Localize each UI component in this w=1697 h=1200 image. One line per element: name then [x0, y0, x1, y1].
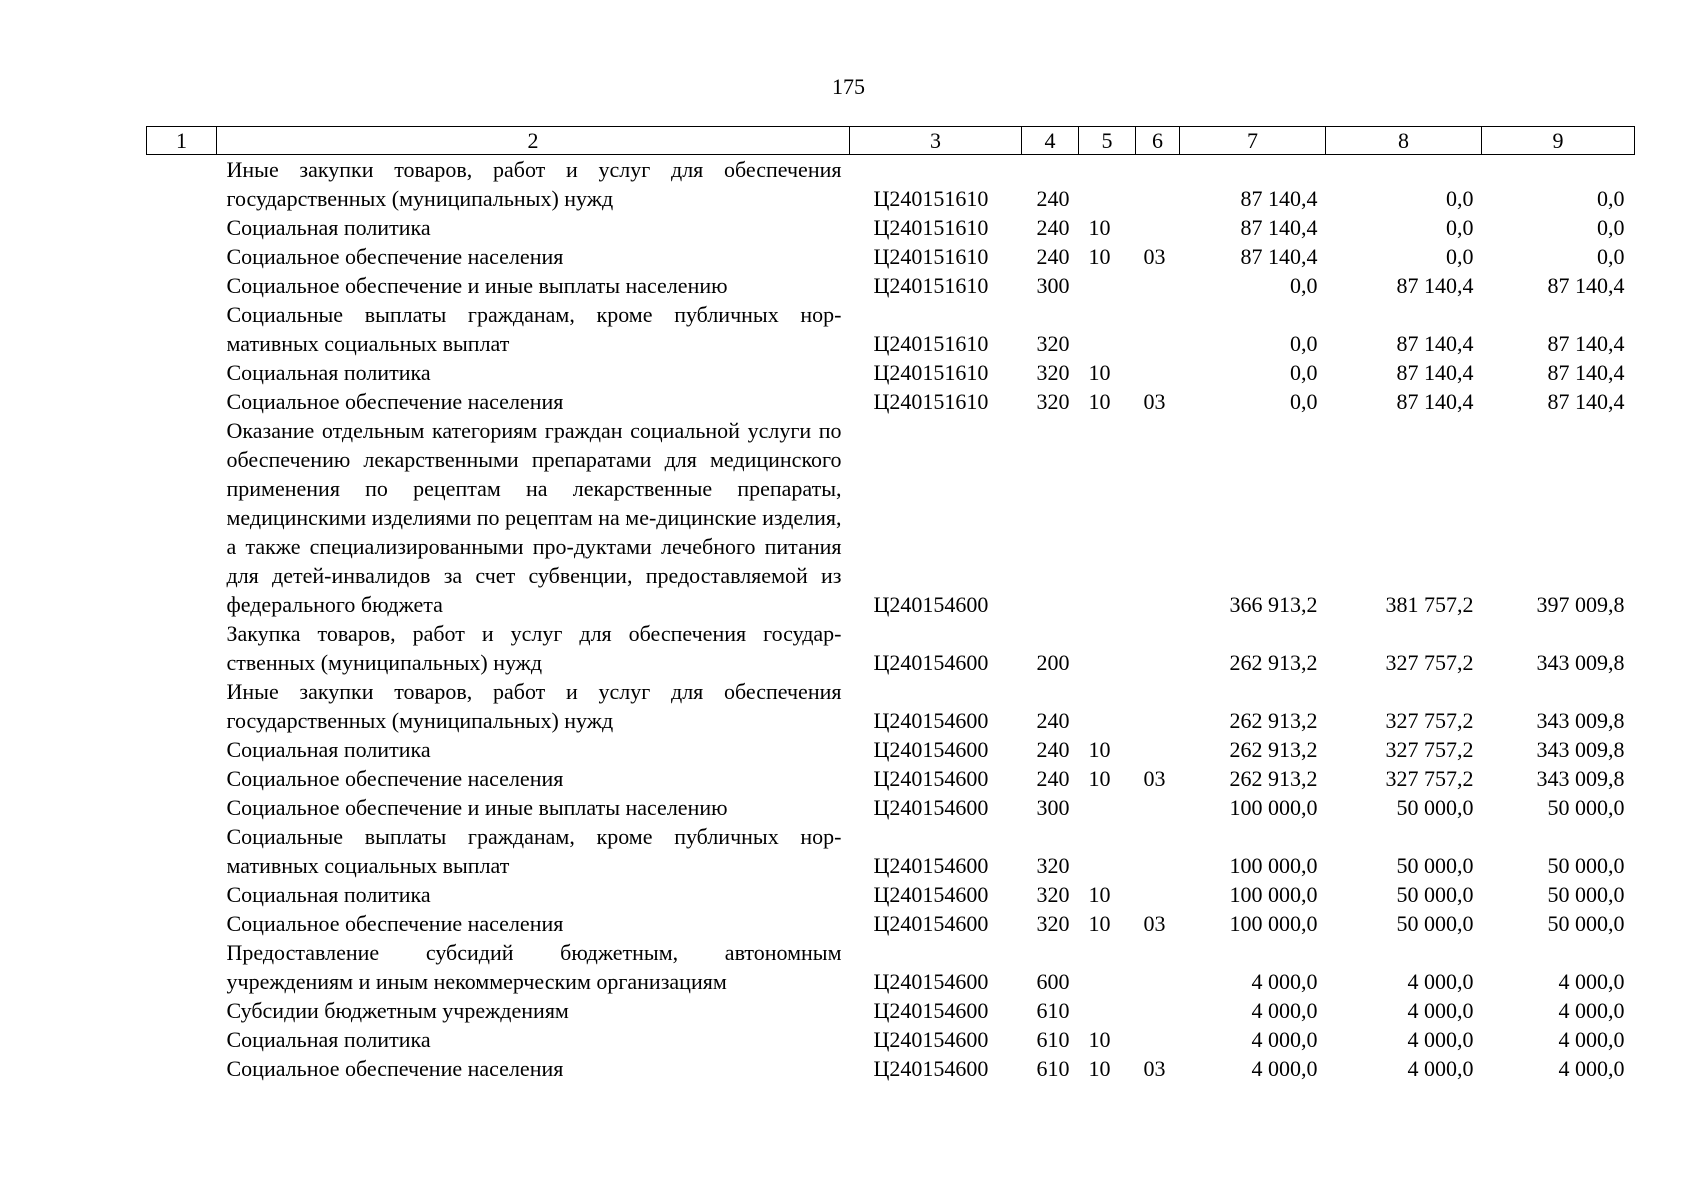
cell-number	[147, 764, 217, 793]
cell-name: Иные закупки товаров, работ и услуг для обеспечения государственных (муниципальных) нужд	[226, 679, 842, 733]
cell-target-code: Ц240151610	[873, 244, 989, 269]
cell-number	[147, 1025, 217, 1054]
cell-amount-7: 0,0	[1290, 360, 1318, 385]
cell-section: 10	[1088, 1027, 1111, 1052]
cell-expense-type: 320	[1036, 331, 1070, 356]
cell-name: Предоставление субсидий бюджетным, автономным учреждениям и иным некоммерческим организациям	[226, 940, 842, 994]
cell-section: 10	[1088, 911, 1111, 936]
cell-name: Иные закупки товаров, работ и услуг для обеспечения государственных (муниципальных) нужд	[226, 157, 842, 211]
cell-target-code: Ц240154600	[873, 795, 989, 820]
table-row	[147, 213, 1635, 242]
cell-amount-7: 366 913,2	[1229, 592, 1318, 617]
cell-name: Социальное обеспечение и иные выплаты населению	[226, 273, 728, 298]
cell-subsection: 03	[1143, 1056, 1166, 1081]
cell-number	[147, 909, 217, 938]
cell-expense-type: 240	[1036, 708, 1070, 733]
cell-amount-8: 50 000,0	[1396, 882, 1474, 907]
cell-section	[1079, 300, 1136, 358]
header-col-6: 6	[1136, 127, 1180, 155]
cell-subsection: 03	[1143, 244, 1166, 269]
cell-target-code: Ц240154600	[873, 708, 989, 733]
cell-amount-8: 327 757,2	[1385, 766, 1474, 791]
cell-expense-type: 600	[1036, 969, 1070, 994]
cell-amount-9: 87 140,4	[1547, 389, 1625, 414]
cell-amount-8: 0,0	[1446, 244, 1474, 269]
cell-target-code: Ц240154600	[873, 1056, 989, 1081]
cell-amount-8: 327 757,2	[1385, 650, 1474, 675]
cell-number	[147, 242, 217, 271]
cell-amount-8: 327 757,2	[1385, 708, 1474, 733]
cell-section: 10	[1088, 882, 1111, 907]
budget-table	[146, 126, 1635, 1083]
cell-amount-7: 0,0	[1290, 273, 1318, 298]
cell-amount-9: 397 009,8	[1536, 592, 1625, 617]
cell-subsection	[1136, 300, 1180, 358]
table-row	[147, 1054, 1635, 1083]
cell-target-code: Ц240154600	[873, 969, 989, 994]
cell-amount-7: 87 140,4	[1240, 244, 1318, 269]
cell-expense-type: 610	[1036, 998, 1070, 1023]
cell-expense-type: 300	[1036, 795, 1070, 820]
cell-amount-7: 4 000,0	[1251, 969, 1318, 994]
cell-amount-7: 100 000,0	[1229, 911, 1318, 936]
cell-subsection	[1136, 416, 1180, 619]
header-col-3: 3	[850, 127, 1022, 155]
cell-number	[147, 938, 217, 996]
cell-expense-type: 610	[1036, 1056, 1070, 1081]
cell-amount-7: 262 913,2	[1229, 650, 1318, 675]
cell-amount-9: 4 000,0	[1558, 1056, 1625, 1081]
table-row	[147, 764, 1635, 793]
cell-expense-type: 240	[1036, 737, 1070, 762]
cell-amount-7: 100 000,0	[1229, 853, 1318, 878]
cell-amount-7: 0,0	[1290, 389, 1318, 414]
cell-name: Социальное обеспечение населения	[226, 389, 564, 414]
cell-number	[147, 271, 217, 300]
cell-number	[147, 387, 217, 416]
cell-target-code: Ц240154600	[873, 1027, 989, 1052]
table-row	[147, 822, 1635, 880]
cell-target-code: Ц240154600	[873, 650, 989, 675]
cell-expense-type: 320	[1036, 911, 1070, 936]
cell-expense-type: 240	[1036, 244, 1070, 269]
cell-expense-type: 240	[1036, 215, 1070, 240]
cell-number	[147, 880, 217, 909]
cell-amount-7: 100 000,0	[1229, 882, 1318, 907]
cell-amount-7: 4 000,0	[1251, 1027, 1318, 1052]
cell-target-code: Ц240154600	[873, 882, 989, 907]
header-col-1: 1	[147, 127, 217, 155]
cell-amount-8: 381 757,2	[1385, 592, 1474, 617]
cell-amount-8: 4 000,0	[1407, 969, 1474, 994]
cell-amount-8: 327 757,2	[1385, 737, 1474, 762]
cell-name: Социальная политика	[226, 360, 431, 385]
cell-subsection	[1136, 358, 1180, 387]
cell-amount-7: 262 913,2	[1229, 708, 1318, 733]
cell-number	[147, 677, 217, 735]
cell-amount-8: 50 000,0	[1396, 853, 1474, 878]
cell-subsection	[1136, 155, 1180, 214]
cell-name: Социальная политика	[226, 215, 431, 240]
cell-amount-8: 50 000,0	[1396, 911, 1474, 936]
cell-expense-type: 200	[1036, 650, 1070, 675]
cell-subsection	[1136, 677, 1180, 735]
cell-number	[147, 358, 217, 387]
cell-number	[147, 155, 217, 214]
cell-subsection	[1136, 271, 1180, 300]
cell-section	[1079, 416, 1136, 619]
cell-name: Субсидии бюджетным учреждениям	[226, 998, 569, 1023]
table-body	[147, 155, 1635, 1084]
cell-amount-9: 4 000,0	[1558, 969, 1625, 994]
cell-amount-7: 262 913,2	[1229, 737, 1318, 762]
cell-amount-7: 4 000,0	[1251, 1056, 1318, 1081]
cell-target-code: Ц240154600	[873, 592, 989, 617]
cell-expense-type: 610	[1036, 1027, 1070, 1052]
cell-expense-type: 320	[1036, 882, 1070, 907]
cell-amount-9: 343 009,8	[1536, 737, 1625, 762]
cell-target-code: Ц240154600	[873, 998, 989, 1023]
cell-amount-8: 4 000,0	[1407, 1056, 1474, 1081]
header-col-5: 5	[1079, 127, 1136, 155]
cell-amount-7: 0,0	[1290, 331, 1318, 356]
cell-name: Закупка товаров, работ и услуг для обеспечения государ-ственных (муниципальных) нужд	[226, 621, 842, 675]
cell-amount-9: 4 000,0	[1558, 998, 1625, 1023]
cell-amount-7: 4 000,0	[1251, 998, 1318, 1023]
cell-amount-8: 87 140,4	[1396, 389, 1474, 414]
cell-subsection	[1136, 213, 1180, 242]
cell-number	[147, 822, 217, 880]
cell-subsection	[1136, 619, 1180, 677]
cell-amount-9: 87 140,4	[1547, 360, 1625, 385]
cell-name: Социальное обеспечение населения	[226, 244, 564, 269]
cell-section	[1079, 677, 1136, 735]
cell-target-code: Ц240151610	[873, 273, 989, 298]
cell-subsection	[1136, 822, 1180, 880]
cell-name: Социальное обеспечение и иные выплаты населению	[226, 795, 728, 820]
cell-name: Социальная политика	[226, 882, 431, 907]
cell-section: 10	[1088, 766, 1111, 791]
cell-subsection: 03	[1143, 766, 1166, 791]
cell-amount-9: 87 140,4	[1547, 331, 1625, 356]
cell-expense-type	[1022, 416, 1079, 619]
cell-amount-9: 343 009,8	[1536, 766, 1625, 791]
cell-amount-8: 0,0	[1446, 215, 1474, 240]
cell-amount-9: 0,0	[1597, 186, 1625, 211]
cell-name: Социальная политика	[226, 1027, 431, 1052]
table-row	[147, 300, 1635, 358]
cell-number	[147, 300, 217, 358]
cell-number	[147, 793, 217, 822]
cell-number	[147, 735, 217, 764]
table-row	[147, 619, 1635, 677]
cell-amount-7: 262 913,2	[1229, 766, 1318, 791]
cell-expense-type: 240	[1036, 186, 1070, 211]
cell-number	[147, 213, 217, 242]
cell-section	[1079, 996, 1136, 1025]
cell-section: 10	[1088, 244, 1111, 269]
cell-name: Социальные выплаты гражданам, кроме публичных нор-мативных социальных выплат	[226, 824, 842, 878]
header-col-2: 2	[217, 127, 850, 155]
cell-expense-type: 300	[1036, 273, 1070, 298]
cell-amount-9: 0,0	[1597, 244, 1625, 269]
cell-target-code: Ц240151610	[873, 389, 989, 414]
table-row	[147, 677, 1635, 735]
table-row	[147, 242, 1635, 271]
header-col-8: 8	[1326, 127, 1482, 155]
cell-section	[1079, 938, 1136, 996]
cell-amount-9: 50 000,0	[1547, 795, 1625, 820]
cell-amount-9: 343 009,8	[1536, 650, 1625, 675]
table-row	[147, 996, 1635, 1025]
cell-amount-8: 87 140,4	[1396, 360, 1474, 385]
cell-expense-type: 320	[1036, 389, 1070, 414]
cell-number	[147, 416, 217, 619]
cell-section	[1079, 822, 1136, 880]
cell-amount-7: 87 140,4	[1240, 186, 1318, 211]
cell-target-code: Ц240151610	[873, 360, 989, 385]
cell-amount-8: 4 000,0	[1407, 998, 1474, 1023]
cell-target-code: Ц240151610	[873, 215, 989, 240]
cell-target-code: Ц240151610	[873, 186, 989, 211]
header-col-4: 4	[1022, 127, 1079, 155]
cell-amount-7: 87 140,4	[1240, 215, 1318, 240]
cell-amount-8: 0,0	[1446, 186, 1474, 211]
table-row	[147, 271, 1635, 300]
cell-section: 10	[1088, 215, 1111, 240]
cell-subsection: 03	[1143, 389, 1166, 414]
cell-amount-8: 50 000,0	[1396, 795, 1474, 820]
cell-section	[1079, 793, 1136, 822]
cell-amount-8: 87 140,4	[1396, 273, 1474, 298]
cell-subsection	[1136, 880, 1180, 909]
cell-amount-9: 50 000,0	[1547, 911, 1625, 936]
cell-expense-type: 320	[1036, 853, 1070, 878]
table-row	[147, 416, 1635, 619]
header-col-7: 7	[1180, 127, 1326, 155]
table-row	[147, 1025, 1635, 1054]
table-row	[147, 793, 1635, 822]
table-row	[147, 880, 1635, 909]
cell-amount-9: 87 140,4	[1547, 273, 1625, 298]
cell-section: 10	[1088, 389, 1111, 414]
cell-amount-8: 4 000,0	[1407, 1027, 1474, 1052]
cell-section	[1079, 155, 1136, 214]
cell-subsection	[1136, 938, 1180, 996]
table-row	[147, 358, 1635, 387]
cell-section	[1079, 271, 1136, 300]
cell-name: Социальное обеспечение населения	[226, 766, 564, 791]
cell-name: Социальное обеспечение населения	[226, 911, 564, 936]
cell-section	[1079, 619, 1136, 677]
cell-amount-8: 87 140,4	[1396, 331, 1474, 356]
cell-expense-type: 240	[1036, 766, 1070, 791]
cell-subsection	[1136, 793, 1180, 822]
cell-target-code: Ц240154600	[873, 766, 989, 791]
cell-target-code: Ц240154600	[873, 911, 989, 936]
cell-amount-9: 343 009,8	[1536, 708, 1625, 733]
cell-name: Социальная политика	[226, 737, 431, 762]
cell-subsection	[1136, 996, 1180, 1025]
cell-expense-type: 320	[1036, 360, 1070, 385]
table-row	[147, 938, 1635, 996]
cell-number	[147, 619, 217, 677]
cell-section: 10	[1088, 1056, 1111, 1081]
table-row	[147, 735, 1635, 764]
table-row	[147, 909, 1635, 938]
cell-amount-7: 100 000,0	[1229, 795, 1318, 820]
cell-section: 10	[1088, 360, 1111, 385]
cell-name: Социальные выплаты гражданам, кроме публичных нор-мативных социальных выплат	[226, 302, 842, 356]
cell-amount-9: 0,0	[1597, 215, 1625, 240]
page-number: 175	[832, 74, 865, 99]
cell-subsection: 03	[1143, 911, 1166, 936]
header-col-9: 9	[1482, 127, 1635, 155]
cell-target-code: Ц240154600	[873, 737, 989, 762]
table-row	[147, 387, 1635, 416]
cell-number	[147, 996, 217, 1025]
cell-amount-9: 50 000,0	[1547, 853, 1625, 878]
table-row	[147, 155, 1635, 214]
header-row	[147, 127, 1635, 155]
cell-section: 10	[1088, 737, 1111, 762]
cell-amount-9: 4 000,0	[1558, 1027, 1625, 1052]
table-header	[147, 127, 1635, 155]
cell-subsection	[1136, 735, 1180, 764]
cell-subsection	[1136, 1025, 1180, 1054]
cell-target-code: Ц240154600	[873, 853, 989, 878]
cell-number	[147, 1054, 217, 1083]
cell-amount-9: 50 000,0	[1547, 882, 1625, 907]
cell-name: Оказание отдельным категориям граждан социальной услуги по обеспечению лекарственными препаратами для медицинского применения по рецептам на лекарственные препараты, медицинскими изделиями по рецептам на ме-дицинские изделия, а также специализированными про-дуктами лечебного питания для детей-инвалидов за счет субвенции, предоставляемой из федерального бюджета	[226, 418, 842, 617]
cell-target-code: Ц240151610	[873, 331, 989, 356]
cell-name: Социальное обеспечение населения	[226, 1056, 564, 1081]
